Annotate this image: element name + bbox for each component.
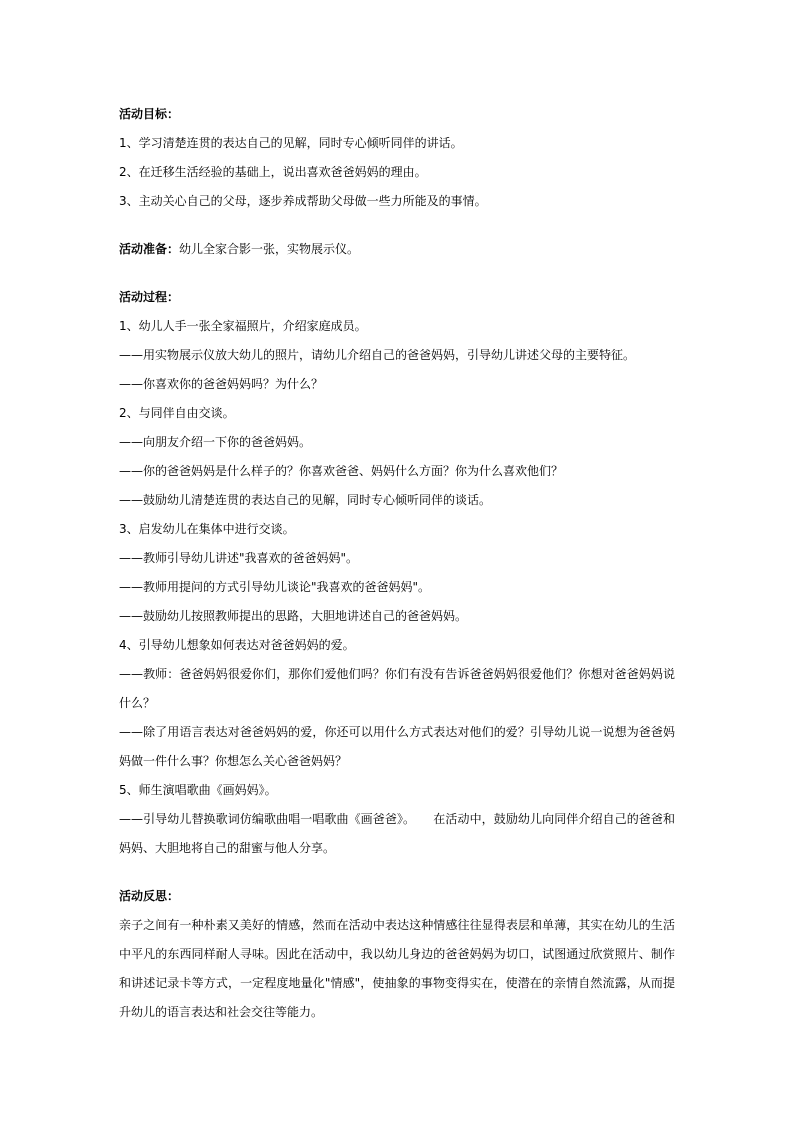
process-line: ——鼓励幼儿清楚连贯的表达自己的见解，同时专心倾听同伴的谈话。 xyxy=(119,493,492,507)
process-line: ——教师用提问的方式引导幼儿谈论"我喜欢的爸爸妈妈"。 xyxy=(119,580,431,594)
process-line: 5、师生演唱歌曲《画妈妈》。 xyxy=(119,783,277,797)
process-heading: 活动过程： xyxy=(119,290,180,304)
goal-item: 1、学习清楚连贯的表达自己的见解，同时专心倾听同伴的讲话。 xyxy=(119,136,463,150)
process-paragraph: ——教师：爸爸妈妈很爱你们，那你们爱他们吗？你们有没有告诉爸爸妈妈很爱他们？你想对爸爸妈妈说什么？ xyxy=(119,667,675,710)
process-line: 1、幼儿人手一张全家福照片，介绍家庭成员。 xyxy=(119,319,367,333)
process-paragraph: ——除了用语言表达对爸爸妈妈的爱，你还可以用什么方式表达对他们的爱？引导幼儿说一说想为爸爸妈妈做一件什么事？你想怎么关心爸爸妈妈？ xyxy=(119,725,675,768)
preparation-text: 幼儿全家合影一张，实物展示仪。 xyxy=(179,242,360,256)
process-line: 4、引导幼儿想象如何表达对爸爸妈妈的爱。 xyxy=(119,638,355,652)
goal-item: 2、在迁移生活经验的基础上，说出喜欢爸爸妈妈的理由。 xyxy=(119,165,427,179)
process-line: 2、与同伴自由交谈。 xyxy=(119,406,235,420)
goal-item: 3、主动关心自己的父母，逐步养成帮助父母做一些力所能及的事情。 xyxy=(119,194,487,208)
process-line: ——你喜欢你的爸爸妈妈吗？为什么？ xyxy=(119,377,324,391)
section-gap xyxy=(119,216,675,235)
goals-heading: 活动目标： xyxy=(119,107,180,121)
process-line: ——你的爸爸妈妈是什么样子的？你喜欢爸爸、妈妈什么方面？你为什么喜欢他们？ xyxy=(119,464,564,478)
process-paragraph: ——引导幼儿替换歌词仿编歌曲唱一唱歌曲《画爸爸》。 在活动中，鼓励幼儿向同伴介绍自己的爸爸和妈妈、大胆地将自己的甜蜜与他人分享。 xyxy=(119,812,675,855)
document-content xyxy=(119,100,675,1027)
preparation-paragraph xyxy=(119,235,675,264)
process-line: ——教师引导幼儿讲述"我喜欢的爸爸妈妈"。 xyxy=(119,551,359,565)
process-line: ——向朋友介绍一下你的爸爸妈妈。 xyxy=(119,435,312,449)
reflection-heading: 活动反思： xyxy=(119,889,180,903)
reflection-paragraph: 亲子之间有一种朴素又美好的情感，然而在活动中表达这种情感往往显得表层和单薄，其实在幼儿的生活中平凡的东西同样耐人寻味。因此在活动中，我以幼儿身边的爸爸妈妈为切口，试图通过欣赏照片、制作和讲述记录卡等方式，一定程度地量化"情感"，使抽象的事物变得实在，使潜在的亲情自然流露，从而提升幼儿的语言表达和社会交往等能力。 xyxy=(119,918,675,1019)
process-line: 3、启发幼儿在集体中进行交谈。 xyxy=(119,522,295,536)
preparation-label: 活动准备： xyxy=(119,242,180,256)
section-gap xyxy=(119,863,675,882)
process-line: ——鼓励幼儿按照教师提出的思路，大胆地讲述自己的爸爸妈妈。 xyxy=(119,609,468,623)
process-line: ——用实物展示仪放大幼儿的照片，请幼儿介绍自己的爸爸妈妈，引导幼儿讲述父母的主要特征。 xyxy=(119,348,636,362)
section-gap xyxy=(119,264,675,283)
